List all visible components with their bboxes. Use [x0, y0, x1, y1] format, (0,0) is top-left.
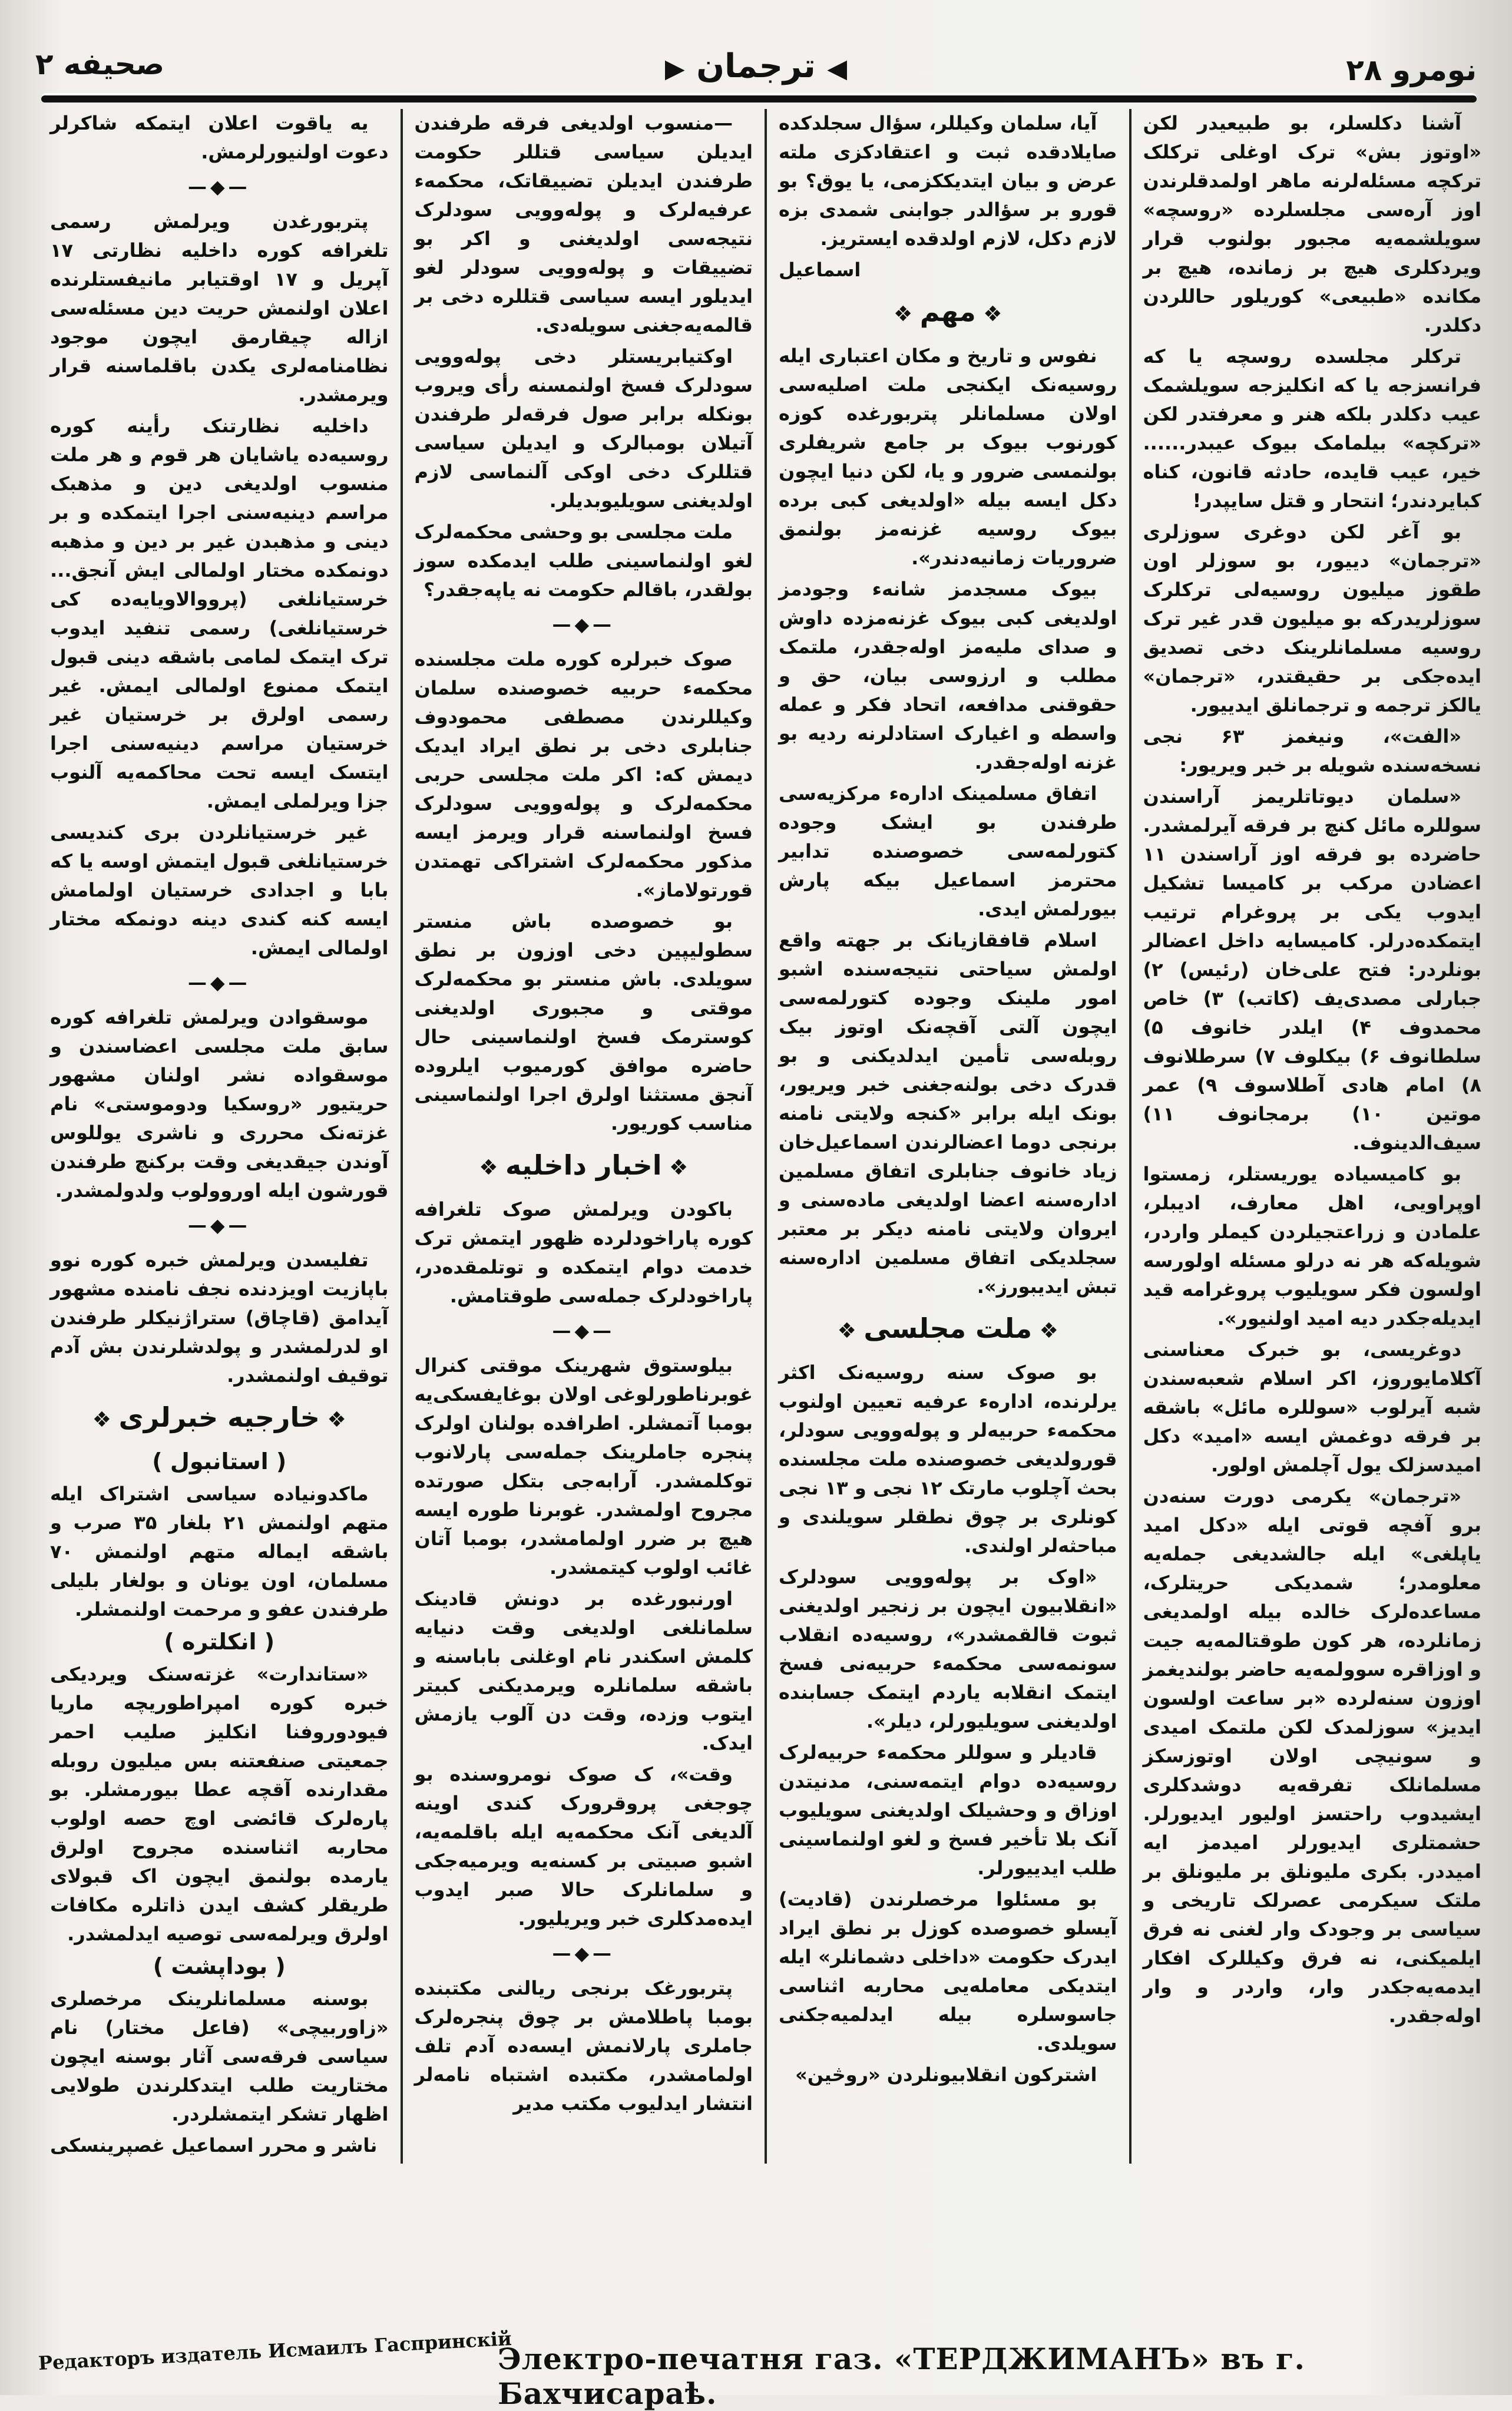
- article-paragraph: بو کامیسیاده یوریستلر، زمستوا اوپراویی، اهل معارف، ادیبلر، علمادن و زراعتجیلردن کیملر واردر، شویله‌که هر نه درلو مسئله اولورسه اولسون فکر سویلیوب پروغرامه قید ایدیله‌جکدر دیه امید اولنیور».: [1143, 1163, 1481, 1329]
- article-paragraph: اورنبورغده بر دونش قادینک سلمانلغی اولدیغی وقت دنیایه کلمش اسکندر نام اوغلنی باباسنه و باشقه سلمانلره ویرمدیکنی کبیتر ایتوب وزده، وقت دن آلوب یازمش ایدک.: [414, 1588, 753, 1754]
- article-paragraph: ماکدونیاده سیاسی اشتراک ایله متهم اولنمش ۲۱ بلغار ۳۵ صرب و باشقه ایماله متهم اولنمش ۷۰ مسلمان، اون یونان و بولغار بلیلی طرفندن عفو و مرحمت اولنمشلر.: [50, 1483, 389, 1620]
- article-paragraph: —منسوب اولدیغی فرقه طرفندن ایدیلن سیاسی قتللر حکومت طرفندن ایدیلن تضییقاتک، محکمهء عرفیه‌لرک و پوله‌وویی سودلرک نتیجه‌سی اولدیغنی و اکر بو تضییقات و پوله‌وویی سودلر لغو ایدیلور ایسه سیاسی قتللره دخی بر قالمه‌یه‌جغنی سویله‌دی.: [414, 112, 753, 336]
- section-heading-text: اخبار داخلیه: [505, 1149, 662, 1181]
- article-paragraph: یه یاقوت اعلان ایتمکه شاکرلر دعوت اولنیورلرمش.: [50, 112, 389, 163]
- article-paragraph: نفوس و تاریخ و مکان اعتباری ایله روسیه‌نک ایکنجی ملت اصلیه‌سی اولان مسلمانلر پتربورغده کوزه کورنوب بیوک بر جامع شریفلری بولنمسی ضرور و یا، لکن دنیا ایچون دکل ایسه بیله «اولدیغی کبی برده بیوک روسیه غزنه‌مز بولنمق ضروریات زمانیه‌دندر».: [779, 345, 1117, 569]
- page-number: صحیفه ۲: [35, 47, 165, 81]
- ornament-right-icon: ▶: [664, 54, 685, 84]
- separator-ornament: —◆—: [187, 1214, 251, 1236]
- article-paragraph: بو آغر لکن دوغری سوزلری «ترجمان» دییور، بو سوزلر اون طقوز میلیون روسیه‌لی ترکلرک سوزلریدرکه بو میلیون قدر غیر ترک روسیه مسلمانلرینک دخی تصدیق ایده‌جکی بر حقیقتدر، «ترجمان» یالکز ترجمه و ترجمانلق ایدییور.: [1143, 521, 1481, 716]
- ornament-icon: ❖: [893, 302, 920, 326]
- header-rule: [41, 93, 1477, 102]
- article-paragraph: بوسنه مسلمانلرینک مرخصلری «زاوربیچی» (فاعل مختار) نام سیاسی فرقه‌سی آثار بوسنه ایچون مختاریت طلب ایتدکلرندن طولایی اظهار تشکر ایتمشلردر.: [50, 1987, 389, 2125]
- article-paragraph: تفلیسدن ویرلمش خبره کوره نوو باپازیت اویزدنده نجف نامنده مشهور آیدامق (قاچاق) ستراژنیکلر طرفندن او لدرلمشدر و پولدشلرندن بش آدم توقیف اولنمشدر.: [50, 1249, 389, 1387]
- separator-ornament: —◆—: [552, 1319, 616, 1342]
- ornament-icon: ❖: [479, 1156, 506, 1180]
- article-paragraph: اتفاق مسلمینک ادارهء مرکزیه‌سی طرفندن بو ایشک وجوده کتورلمه‌سی خصوصنده تدابیر محترمز اسماعیل بیکه پارش بیورلمش ایدی.: [779, 782, 1117, 920]
- column-1: [1131, 109, 1494, 2164]
- signature: ناشر و محرر اسماعیل غصپرینسکی: [50, 2134, 378, 2157]
- article-paragraph: داخلیه نظارتنک رأینه کوره روسیه‌ده یاشایان هر قوم و هر ملت منسوب اولدیغی دین و مذهبک مراسم دینیه‌سنی اجرا ایتمکده و بر دینی و مذهبدن غیر بر دین و مذهبه دونمکده مختار اولمالی ایش آنجق... خرستیانلغی (پرووالاویایه‌ده کی خرستیانلغی) رسمی تنفید ایدوب ترک ایتمک لمامی باشقه دینی قبول ایتمک ممنوع اولمالی ایمش. غیر رسمی اولرق بر خرستیان غیر خرستیان مراسم دینیه‌سنی اجرا ایتسک ایسه تحت محاکمه‌یه آلنوب جزا ویرلملی ایمش.: [50, 415, 389, 812]
- article-paragraph: باکودن ویرلمش صوک تلغرافه کوره پاراخودلرده ظهور ایتمش ترک خدمت دوام ایتمکده و توتلمقده‌در، پاراخودلرک جمله‌سی طوقتامش.: [414, 1198, 753, 1307]
- ornament-icon: ❖: [92, 1408, 119, 1432]
- signature: اسماعیل: [779, 259, 861, 281]
- ornament-icon: ❖: [837, 1319, 864, 1343]
- subheading: ( انکلتره ): [164, 1629, 275, 1655]
- article-paragraph: بیلوستوق شهرینک موقتی کنرال غوبرناطورلوغی اولان بوغایفسکی‌یه بومبا آتمشلر. اطرافده بولنان اولرک پنجره جاملرینک جمله‌سی پارلانوب توکلمشدر. آرابه‌جی بتکل صورتده مجروح اولمشدر. غوبرنا طوره ایسه هیچ بر ضرر اولمامشدر، بومبا آتان غائب اولوب کیتمشدر.: [414, 1354, 753, 1579]
- section-heading-text: ملت مجلسی: [863, 1312, 1033, 1344]
- article-paragraph: «سلمان دیوتاتلریمز آراسندن سوللره مائل کنچ بر فرقه آیرلمشدر. حاضرده بو فرقه اوز آراسندن ۱۱ اعضادن مرکب بر کامیسا تشکیل ایدوب یکی بر پروغرام ترتیب ایتمکده‌درلر. کامیسایه داخل اعضالر بونلردر: فتح علی‌خان (رئیس) ۲) جبارلی مصدی‌یف (کاتب) ۳) خاص محمدوف ۴) ایلدر خانوف ۵) سلطانوف ۶) بیکلوف ۷) سرطلانوف ۸) امام هادی آطلاسوف ۹) عمر موتین ۱۰) برمجانوف ۱۱) سیف‌الدینوف.: [1143, 785, 1482, 1154]
- article-paragraph: قادیلر و سوللر محکمهء حربیه‌لرک روسیه‌ده دوام ایتمه‌سنی، مدنیتدن اوزاق و وحشیلک اولدیغنی سویلیوب آنک بلا تأخیر فسخ و لغو اولنماسینی طلب ایدییورلر.: [779, 1741, 1117, 1879]
- issue-number: نومرو ۲۸: [1346, 53, 1477, 87]
- article-paragraph: «ستاندارت» غزته‌سنک ویردیکی خبره کوره امپراطوریچه ماریا فیودوروفنا انکلیز صلیب احمر جمعیتی صنفعتنه بس میلیون روبله مقدارنده آقچه عطا بیورمشلر. بو پاره‌لرک قائضی اوچ حصه اولوب محاربه اثناسنده مجروح اولرق یارمده بولنمق ایچون اک قبولای طریقلر کشف ایدن ذاتلره مکافات اولرق ویرلمه‌سی توصیه ایدلمشدر.: [50, 1663, 389, 1945]
- article-paragraph: پتربورغک برنجی ریالنی مکتبنده بومبا پاطلامش بر چوق پنجره‌لرک جاملری پارلانمش ایسه‌ده آدم تلف اولمامشدر، مکتبده اشتباه نامه‌لر انتشار ایدلیوب مکتب مدیر: [414, 1977, 753, 2115]
- masthead: [35, 41, 1477, 94]
- article-paragraph: دوغریسی، بو خبرک معناسنی آکلامایوروز، اکر اسلام شعبه‌سندن شبه آیرلوب «سوللره مائل» باشقه بر فرقه دوغمش ایسه «امید» دکل امیدسزلک یول آچلمش اولور.: [1143, 1338, 1481, 1476]
- ornament-icon: ❖: [975, 302, 1003, 326]
- article-paragraph: ملت مجلسی بو وحشی محکمه‌لرک لغو اولنماسینی طلب ایدمکده سوز بولقدر، باقالم حکومت نه یاپه‌جقدر؟: [414, 521, 753, 601]
- article-paragraph: آیا، سلمان وکیللر، سؤال سجلدکده صایلادقده ثبت و اعتقادکزی ملته عرض و بیان ایتدیککزمی، یا یوق؟ بو قورو بر سؤالدر جوابنی شمدی بزه لازم دکل، لازم اولدقده ایستریز.: [779, 112, 1117, 250]
- article-paragraph: پتربورغدن ویرلمش رسمی تلغرافه کوره داخلیه نظارتی ۱۷ آپریل و ۱۷ اوقتیابر مانیفستلرنده اعلان اولنمش حریت دین مسئله‌سی ازاله چیقارمق ایچون موجود نظامنامه‌لری یکدن باقلماسنه قرار ویرمشدر.: [50, 210, 389, 406]
- title-text: ترجمان: [696, 47, 816, 85]
- subheading: ( بوداپشت ): [153, 1953, 286, 1979]
- article-paragraph: صوک خبرلره کوره ملت مجلسنده محکمهء حربیه خصوصنده سلمان وکیللرندن مصطفی محمودوف جنابلری دخی بر نطق ایراد ایدیک دیمش که: اکر ملت مجلسی حربی محکمه‌لرک و پوله‌وویی سودلرک فسخ اولنماسنه قرار ویرمز ایسه مذکور محکمه‌لرک اشتراکی تهمتدن قورتولاماز».: [414, 648, 753, 901]
- section-heading: [50, 1400, 389, 1438]
- subheading: ( استانبول ): [152, 1448, 287, 1474]
- column-3: [403, 109, 767, 2164]
- article-paragraph: اسلام قافقازیانک بر جهته واقع اولمش سیاحتی نتیجه‌سنده اشبو امور ملینک وجوده کتورلمه‌سی ایچون آلتی آقچه‌نک اوتوز بیک روبله‌سی تأمین ایدلدیکنی و بو قدرک دخی بولنه‌جغنی خبر ویریور، بونک ایله برابر «کنجه ولایتی نامنه برنجی دوما اعضالرندن اسماعیل‌خان زیاد خانوف جنابلری اتفاق مسلمین اداره‌سنه اعضا اولدیغی ماده‌سنی و ایروان ولایتی نامنه دیکر بر معتبر سجلدیکی اتفاق مسلمین اداره‌سنه تبش ایدیبورز».: [779, 929, 1117, 1298]
- article-paragraph: بیوک مسجدمز شانه‌ء وجودمز اولدیغی کبی بیوک غزنه‌مزده داوش و صدای ملیه‌مز اوله‌جقدر، ملتمک مطلب و ارزوسی بیان، حق و حقوقنی مدافعه، اتحاد فکر و عمله واسطه و اغیارک استادلرنه ردیه بو غزنه اوله‌جقدر.: [779, 578, 1117, 773]
- newspaper-title: [665, 47, 847, 85]
- article-paragraph: ترکلر مجلسده روسچه یا که فرانسزجه یا که انکلیزجه سویلشمک عیب دکلدر بلکه هنر و معرفتدر لکن «ترکچه» بیلمامک بیوک عیبدر...... خیر، عیب قایده، حادثه قانون، کناه کبایردندر؛ انتحار و قتل سایپدر!: [1143, 345, 1481, 512]
- ornament-icon: ❖: [319, 1408, 346, 1432]
- article-paragraph: «الفت»، ونیغمز ۶۳ نجی نسخه‌سنده شویله بر خبر ویریور:: [1143, 725, 1481, 776]
- separator-ornament: —◆—: [187, 176, 251, 198]
- separator-ornament: —◆—: [187, 971, 251, 994]
- article-paragraph: «ترجمان» یکرمی دورت سنه‌دن برو آفچه قوتی ایله «دکل امید یاپلغی» ایله جالشدیغی جمله‌یه معلومدر؛ شمدیکی حریتلرک، مساعده‌لرک خالده بیله اولمدیغی زمانلرده، هر کون طوقتالمه‌یه جیت و اوزاقره سوولمه‌یه حاضر بولندیغمز اوزون سنه‌لرده «بر ساعت اولسون ایدیز» سوزلمدک لکن ملتمک امیدی و سونیچی اولان اوتوزسکز مسلمانلک تفرقه‌یه دوشدکلری ایشیدوب راحتسز اولیور ایدیورلر. حشمتلری ایدیورلر امیدمز ایه امیددر. بکری ملیونلق بر ملیونلق بر ملتک سیکرمی عصرلک تاریخی و سیاسی بر وجودک وار لغنی نه فرق ایلمیکنی، نه فرق وکیللرک افکار ایدمه‌یه‌جکدر وار، واردر و وار اوله‌جقدر.: [1143, 1485, 1481, 2027]
- section-heading: [779, 294, 1117, 332]
- editor-credit: Редакторъ издатель Исмаилъ Гаспринскій: [38, 2327, 512, 2374]
- article-paragraph: بو مسئلوا مرخصلرندن (قادیت) آیسلو خصوصده کوزل بر نطق ایراد ایدرک حکومت «داخلی دشمانلر» ایله ایتدیکی معامله‌یی محاربه اثناسی جاسوسلره بیله ایدلمیه‌جکنی سویلدی.: [779, 1888, 1117, 2055]
- article-paragraph: بو خصوصده باش منستر سطولیپین دخی اوزون بر نطق سویلدی. باش منستر بو محکمه‌لرک موقتی و مجبوری اولدیغنی کوسترمک فسخ اولنماسینی حال حاضره موافق کورمیوب ایلروده آنجق مستثنا اولرق اجرا اولنماسینی مناسب کوریور.: [414, 910, 753, 1135]
- section-heading-text: مهم: [919, 296, 976, 328]
- section-heading-text: خارجیه خبرلری: [118, 1401, 320, 1433]
- separator-ornament: —◆—: [552, 613, 616, 636]
- section-heading: [779, 1311, 1117, 1349]
- ornament-left-icon: ◀: [827, 54, 848, 84]
- section-heading: [415, 1147, 753, 1186]
- ornament-icon: ❖: [1032, 1319, 1058, 1343]
- separator-ornament: —◆—: [552, 1942, 616, 1964]
- article-paragraph: وقت»، ک صوک نومروسنده بو چوجغی پروقرورک کندی اوینه آلدیغی آنک محکمه‌یه ایله باقلمه‌یه، اشبو صبیتی بر کسنه‌یه ویرمیه‌جکی و سلمانلرک حالا صبر ایدوب ایده‌مدکلری خبر ویریلیور.: [414, 1763, 753, 1930]
- ornament-icon: ❖: [661, 1156, 689, 1180]
- article-paragraph: «اوک بر پوله‌وویی سودلرک «انقلابیون ایچون بر زنجیر اولدیغنی ثبوت قالقمشدر»، روسیه‌ده انقلاب سونمه‌سی محکمهء حربیه‌نی فسخ ایتمک انقلابه یاردم ایتمک جسابنده اولدیغنی سویلیورلر، دیلر».: [779, 1566, 1117, 1732]
- article-paragraph: غیر خرستیانلردن بری کندیسی خرستیانلغی قبول ایتمش اوسه یا که بابا و اجدادی خرستیان اولمامش ایسه کنه کندی دینه دونمکه مختار اولمالی ایمش.: [50, 821, 389, 959]
- article-paragraph: موسقوادن ویرلمش تلغرافه کوره سابق ملت مجلسی اعضاسندن و موسقواده نشر اولنان مشهور حریتیور «روسکیا ودوموستی» نام غزته‌نک محرری و ناشری یوللوس آوندن جیقدیغی وقت برکنچ طرفندن قورشون ایله اوروولوب ولدولمشدر.: [50, 1006, 389, 1202]
- article-paragraph: بو صوک سنه روسیه‌نک اکثر یرلرنده، ادارهء عرفیه تعیین اولنوب محکمهء حربیه‌لر و پوله‌وویی سودلر، قورولدیغی خصوصنده ملت مجلسنده بحث آچلوب مارتک ۱۲ نجی و ۱۳ نجی کونلری بر چوق نطقلر سویلندی و مباحثه‌لر اولندی.: [779, 1361, 1117, 1557]
- columns: [38, 109, 1493, 2164]
- article-paragraph: اوکتیابریستلر دخی پوله‌وویی سودلرک فسخ اولنمسنه رأی ویروب بونکله برابر صول فرقه‌لر طرفندن آتیلان بومبالرک و ایدیلن سیاسی قتللرک دخی اوکی آلنماسی لازم اولدیغنی سویلیوبدیلر.: [414, 345, 753, 512]
- article-paragraph: اشترکون انقلابیونلردن «روڅین»: [795, 2063, 1097, 2086]
- printer-credit: Электро-печатня газ. «ТЕРДЖИМАНЪ» въ г. Бахчисараѣ.: [498, 2341, 1305, 2411]
- article-paragraph: آشنا دکلسلر، بو طبیعیدر لکن «اوتوز بش» ترک اوغلی ترکلک ترکچه مسئله‌لرنه ماهر اولمدقلرندن اوز آره‌سی مجلسلرده «روسچه» سویلشمه‌یه مجبور بولنوب قرار ویردکلری هیچ بر زمانده، هیچ بر مکانده «طبیعی» کوریلور حاللردن دکلدر.: [1143, 112, 1481, 336]
- footer: [38, 2327, 1477, 2411]
- column-4: [38, 109, 403, 2164]
- column-2: [767, 109, 1131, 2164]
